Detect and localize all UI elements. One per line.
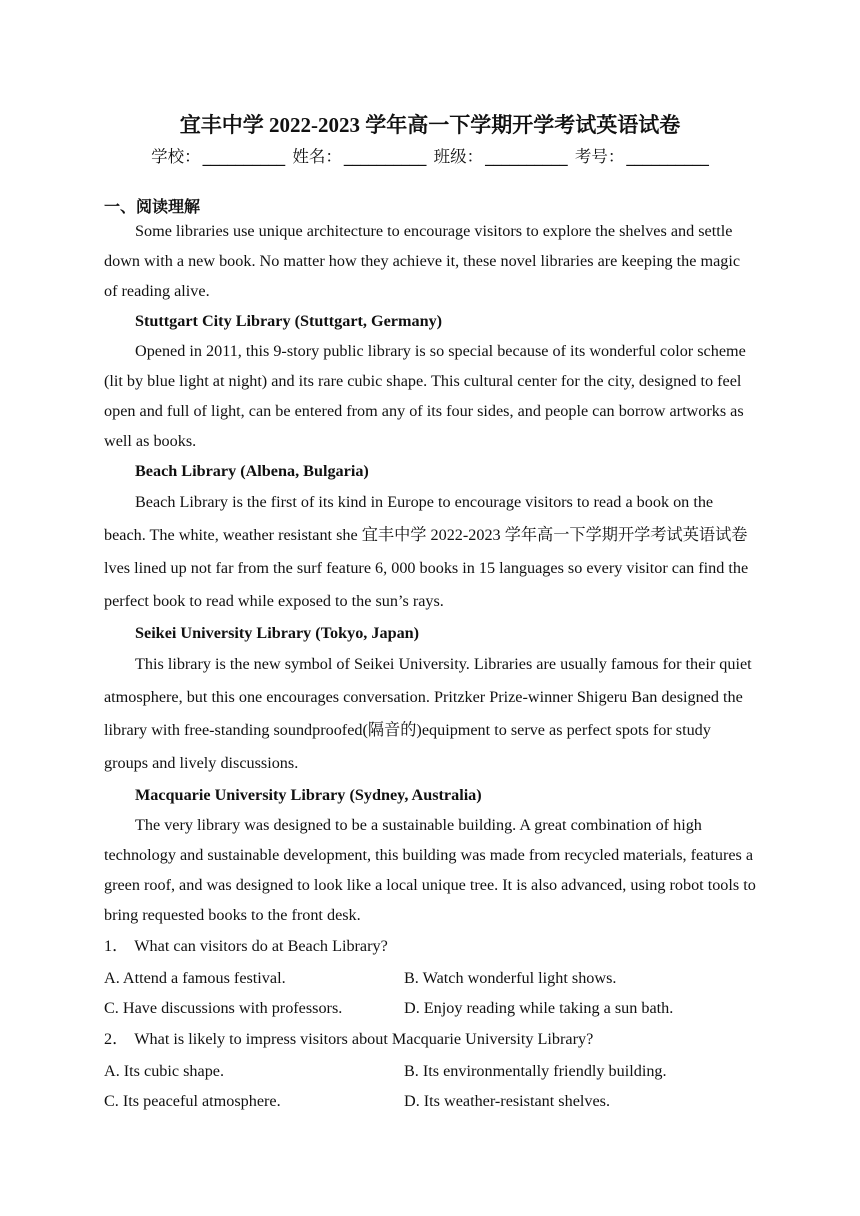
class-label: 班级： (433, 147, 484, 166)
option-d[interactable]: D. Enjoy reading while taking a sun bath. (404, 999, 674, 1017)
question-2 (104, 1023, 756, 1055)
question-1 (104, 930, 756, 962)
library-text: Opened in 2011, this 9-story public library is so special because of its wonderful color scheme (lit by blue light at night) and its rare cubic shape. This cultural center for the city, designed to feel open and full of light, can be entered from any of its four sides, and people can borrow artworks as well as books. (104, 342, 746, 450)
library-heading: Macquarie University Library (Sydney, Australia) (135, 786, 482, 804)
library-text: The very library was designed to be a sustainable building. A great combination of high technology and sustainable development, this building was made from recycled materials, features a green roof, and was designed to look like a local unique tree. It is also advanced, using robot tools to bring requested books to the front desk. (104, 816, 756, 924)
library-heading: Stuttgart City Library (Stuttgart, Germany) (135, 312, 443, 330)
exam-title: 宜丰中学 2022-2023 学年高一下学期开学考试英语试卷 (179, 113, 681, 137)
option-a[interactable]: A. Its cubic shape. (104, 1062, 225, 1080)
exam-number-label: 考号： (574, 147, 625, 166)
library-heading: Beach Library (Albena, Bulgaria) (135, 462, 369, 480)
question-2-options (104, 1056, 756, 1116)
option-c[interactable]: C. Its peaceful atmosphere. (104, 1092, 281, 1110)
passage-intro: Some libraries use unique architecture to encourage visitors to explore the shelves and settle down with a new book. No matter how they achieve it, these novel libraries are keeping the magic of reading alive. (104, 222, 741, 300)
question-stem: What is likely to impress visitors about Macquarie University Library? (134, 1030, 594, 1048)
exam-number-blank[interactable]: __________ (626, 147, 709, 166)
school-blank[interactable]: __________ (202, 147, 286, 166)
question-number: 2． (104, 1030, 129, 1048)
question-1-options (104, 963, 756, 1023)
option-a[interactable]: A. Attend a famous festival. (104, 969, 286, 987)
section-title: 一、阅读理解 (104, 197, 201, 216)
option-d[interactable]: D. Its weather-resistant shelves. (404, 1092, 611, 1110)
reading-passage (104, 216, 756, 1116)
name-label: 姓名： (292, 147, 342, 166)
library-text: This library is the new symbol of Seikei University. Libraries are usually famous for their quiet atmosphere, but this one encourages conversation. Pritzker Prize-winner Shigeru Ban designed the library with free-standing soundproofed(隔音的)equipment to serve as perfect spots for study groups and lively discussions. (104, 655, 752, 772)
question-number: 1． (104, 937, 129, 955)
option-c[interactable]: C. Have discussions with professors. (104, 999, 343, 1017)
school-label: 学校： (151, 147, 201, 166)
option-b[interactable]: B. Its environmentally friendly building. (404, 1062, 667, 1080)
name-blank[interactable]: __________ (343, 147, 427, 166)
library-heading: Seikei University Library (Tokyo, Japan) (135, 624, 420, 642)
library-text: Beach Library is the first of its kind in Europe to encourage visitors to read a book on the beach. The white, weather resistant she 宜丰中学 2022-2023 学年高一下学期开学考试英语试卷 lves lined up not far from the surf feature 6, 000 books in 15 languages so every visitor can find the perfect book to read while exposed to the sun’s rays. (104, 493, 749, 610)
student-info-line (0, 143, 860, 171)
option-b[interactable]: B. Watch wonderful light shows. (404, 969, 617, 987)
class-blank[interactable]: __________ (485, 147, 568, 166)
question-stem: What can visitors do at Beach Library? (134, 937, 388, 955)
